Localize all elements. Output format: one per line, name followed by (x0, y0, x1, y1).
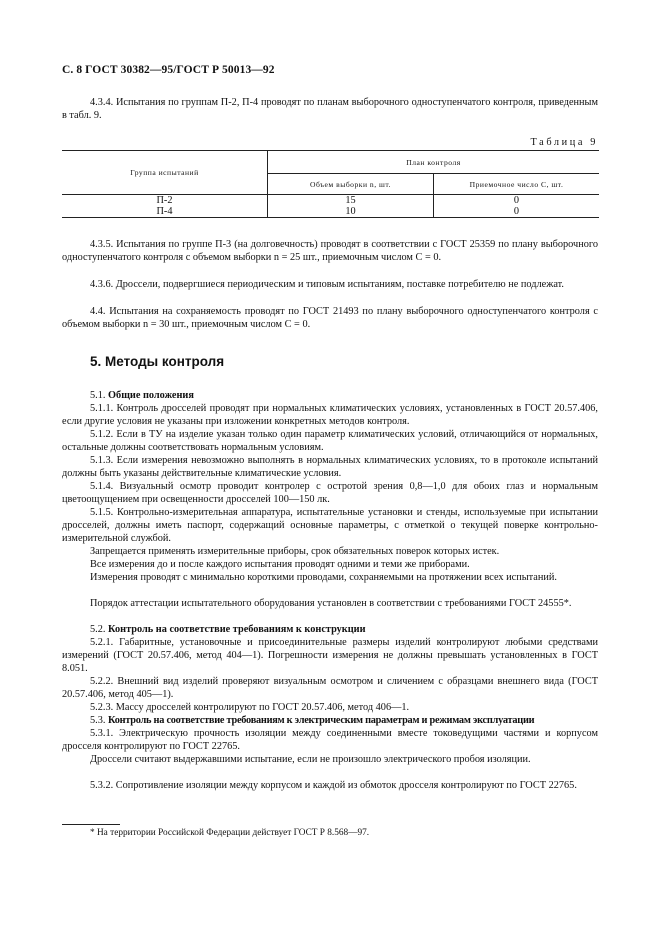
table-row (62, 206, 599, 218)
subsection-number: 5.3. (90, 715, 106, 726)
cell-group: П-4 (62, 206, 268, 218)
subsection-title: Контроль на соответствие требованиям к конструкции (108, 624, 366, 635)
section-5-heading: 5. Методы контроля (90, 354, 225, 369)
col-header-group: Группа испытаний (62, 151, 268, 195)
col-header-plan: План контроля (268, 151, 600, 174)
subsection-title: Контроль на соответствие требованиям к электрическим параметрам и режимам эксплуатации (108, 715, 535, 726)
subsection-5-3-heading (62, 714, 598, 727)
footnote: * На территории Российской Федерации действует ГОСТ Р 8.568—97. (90, 828, 370, 838)
paragraph-5-3-1: 5.3.1. Электрическую прочность изоляции между соединенными вместе токоведущими частями и корпусом дросселя контролируют по ГОСТ 22765. (62, 728, 598, 752)
paragraph-5-1-4: 5.1.4. Визуальный осмотр проводит контролер с остротой зрения 0,8—1,0 для обоих глаз и нормальным цветоощущением при освещенности дросселей 100—150 лк. (62, 481, 598, 505)
paragraph-attestation: Порядок аттестации испытательного оборудования установлен в соответствии с требованиями ГОСТ 24555*. (90, 598, 572, 609)
cell-accept: 0 (434, 206, 600, 218)
cell-sample: 10 (268, 206, 434, 218)
subsection-title: Общие положения (108, 390, 194, 401)
subsection-number: 5.1. (90, 390, 106, 401)
paragraph-5-1-5: 5.1.5. Контрольно-измерительная аппаратура, испытательные установки и стенды, используемые при испытании дросселей, должны иметь паспорт, содержащий основные параметры, с отметкой о текущей поверке контрольно-измерительной службой. (62, 507, 598, 544)
subsection-5-2-heading (62, 623, 598, 636)
cell-sample: 15 (268, 195, 434, 207)
paragraph-4-3-6: 4.3.6. Дроссели, подвергшиеся периодическим и типовым испытаниям, поставке потребителю не подлежат. (90, 279, 564, 290)
footnote-divider (62, 824, 120, 825)
paragraph-same-devices: Все измерения до и после каждого испытания проводят одними и теми же приборами. (90, 559, 470, 570)
paragraph-forbid: Запрещается применять измерительные приборы, срок обязательных поверок которых истек. (90, 546, 500, 557)
paragraph-4-3-5: 4.3.5. Испытания по группе П-3 (на долговечность) проводят в соответствии с ГОСТ 25359 по плану выборочного одноступенчатого контроля с объемом выборки n = 25 шт., приемочным числом C = 0. (62, 239, 598, 263)
cell-group: П-2 (156, 195, 173, 206)
paragraph-5-1-3: 5.1.3. Если измерения невозможно выполнять в нормальных климатических условиях, то в протоколе испытаний должны быть указаны действительные климатические условия. (62, 455, 598, 479)
table-9 (62, 150, 599, 218)
table-caption: Таблица 9 (530, 137, 598, 148)
cell-accept: 0 (434, 195, 600, 207)
col-header-sample: Объем выборки n, шт. (268, 174, 434, 195)
col-header-accept: Приемочное число C, шт. (434, 174, 600, 195)
page-header: С. 8 ГОСТ 30382—95/ГОСТ Р 50013—92 (62, 64, 275, 76)
subsection-number: 5.2. (90, 624, 106, 635)
paragraph-5-2-3: 5.2.3. Массу дросселей контролируют по ГОСТ 20.57.406, метод 406—1. (90, 702, 410, 713)
paragraph-5-2-1: 5.2.1. Габаритные, установочные и присоединительные размеры изделий контролируют любыми средствами измерений (ГОСТ 20.57.406, метод 404—1). Погрешности измерения не должны превышать установленных в ГОСТ 8.051. (62, 637, 598, 674)
table-row (62, 195, 599, 207)
paragraph-5-2-2: 5.2.2. Внешний вид изделий проверяют визуальным осмотром и сличением с образцами внешнего вида (ГОСТ 20.57.406, метод 405—1). (62, 676, 598, 700)
paragraph-5-1-2: 5.1.2. Если в ТУ на изделие указан только один параметр климатических условий, отличающийся от нормальных, остальные должны соответствовать нормальным условиям. (62, 429, 598, 453)
paragraph-breakdown: Дроссели считают выдержавшими испытание, если не произошло электрического пробоя изоляции. (90, 754, 531, 765)
subsection-5-1-heading (62, 389, 598, 402)
paragraph-5-1-1: 5.1.1. Контроль дросселей проводят при нормальных климатических условиях, установленных в ГОСТ 20.57.406, если другие условия не указаны при изложении конкретных методов контроля. (62, 403, 598, 427)
paragraph-short-wires: Измерения проводят с минимально короткими проводами, сохраняемыми на протяжении всех испытаний. (90, 572, 557, 583)
paragraph-4-4: 4.4. Испытания на сохраняемость проводят по ГОСТ 21493 по плану выборочного одноступенчатого контроля с объемом выборки n = 30 шт., приемочным числом C = 0. (62, 306, 598, 330)
paragraph-4-3-4: 4.3.4. Испытания по группам П-2, П-4 проводят по планам выборочного одноступенчатого контроля, приведенным в табл. 9. (62, 97, 598, 121)
paragraph-5-3-2: 5.3.2. Сопротивление изоляции между корпусом и каждой из обмоток дросселя контролируют по ГОСТ 22765. (90, 780, 577, 791)
